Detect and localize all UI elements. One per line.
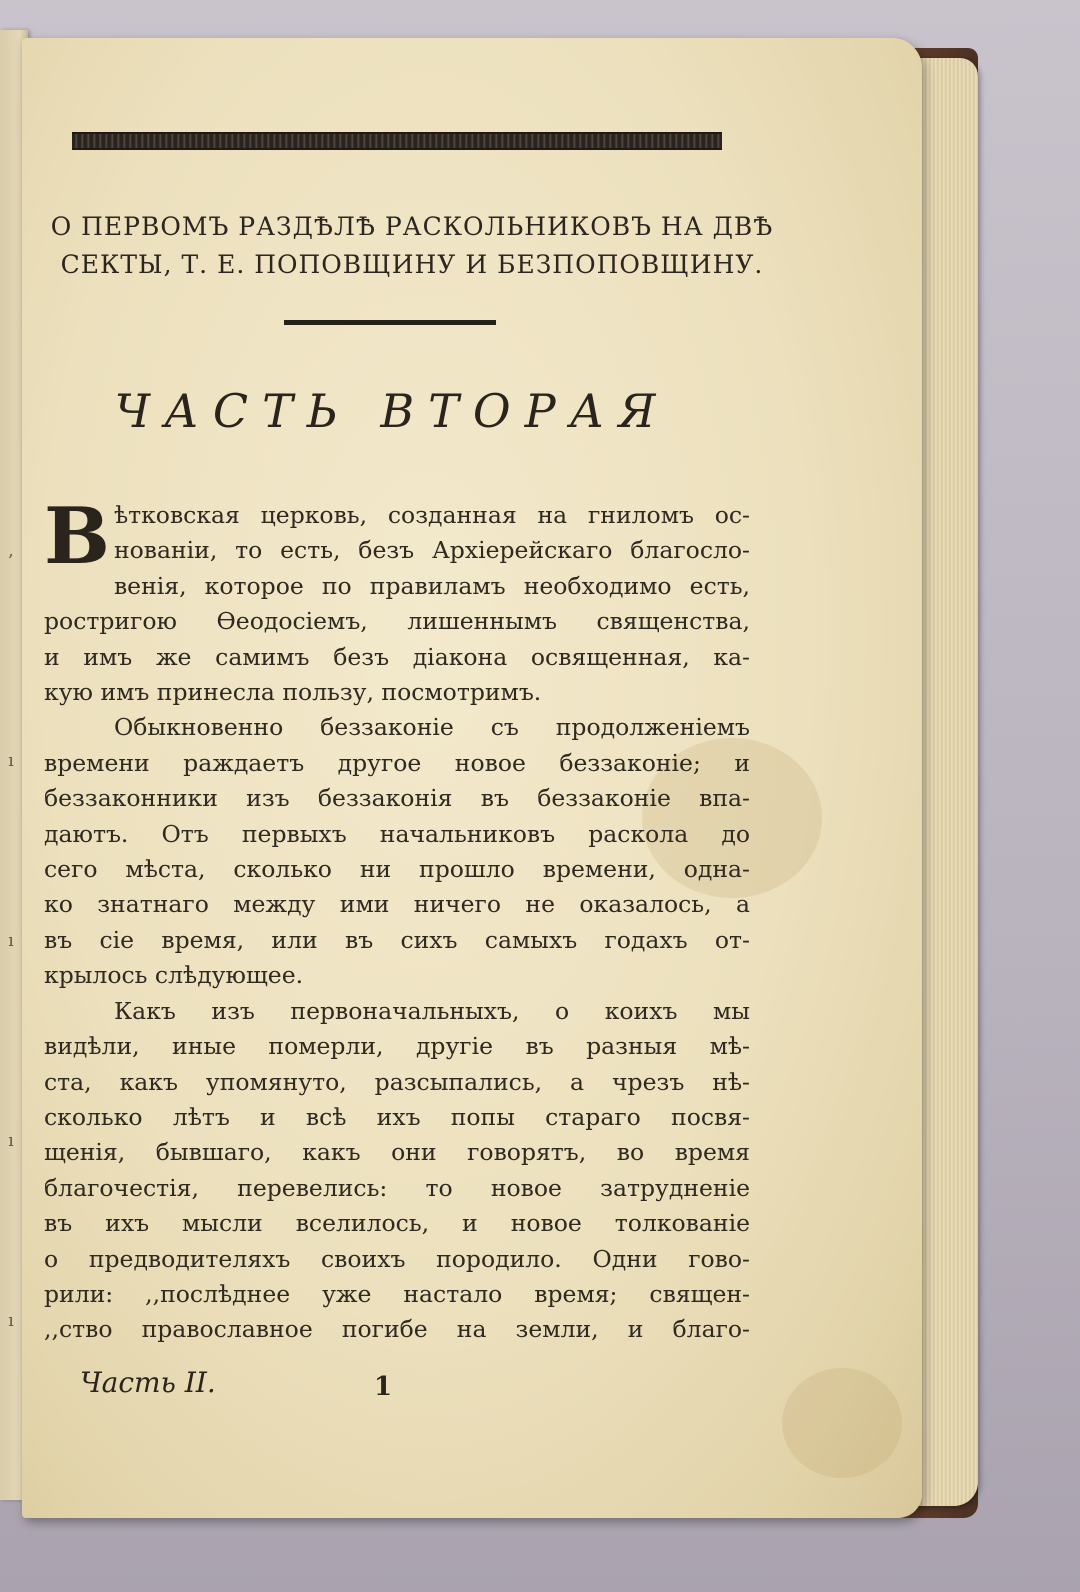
heading-line: СЕКТЫ, Т. Е. ПОПОВЩИНУ И БЕЗПОПОВЩИНУ. [60, 250, 764, 279]
book-page [22, 38, 922, 1518]
text-line: о предводителяхъ своихъ породило. Одни гово- [44, 1244, 750, 1273]
text-line: въ сіе время, или въ сихъ самыхъ годахъ от- [44, 925, 750, 954]
text-line: ста, какъ упомянуто, разсыпались, а чрезъ нѣ- [44, 1067, 750, 1096]
text-line: ѣтковская церковь, созданная на гниломъ ос- [113, 501, 750, 529]
gathering-number: 1 [374, 1372, 393, 1402]
heading-line: О ПЕРВОМЪ РАЗДѢЛѢ РАСКОЛЬНИКОВЪ НА ДВѢ [50, 212, 774, 241]
text-line: венія, которое по правиламъ необходимо есть, [113, 571, 750, 600]
paragraph [44, 710, 750, 993]
text-line: беззаконники изъ беззаконія въ беззаконіе впа- [44, 784, 750, 813]
text-line: кую имъ принесла пользу, посмотримъ. [44, 678, 542, 707]
paragraph [44, 994, 750, 1348]
part-title: ЧАСТЬ ВТОРАЯ [114, 384, 670, 438]
text-line: даютъ. Отъ первыхъ начальниковъ раскола до [44, 819, 750, 848]
text-line: Какъ изъ первоначальныхъ, о коихъ мы [114, 996, 750, 1025]
text-line: ростригою Ѳеодосіемъ, лишеннымъ священства, [44, 607, 750, 636]
text-line: ко знатнаго между ими ничего не оказалось, а [44, 890, 750, 919]
text-line: сего мѣста, сколько ни прошло времени, одна- [44, 855, 750, 884]
text-line: благочестія, перевелись: то новое затрудненіе [44, 1173, 750, 1202]
top-ornamental-rule [72, 132, 722, 150]
margin-mark: ı [8, 1130, 14, 1151]
text-line: нованіи, то есть, безъ Архіерейскаго благосло- [113, 536, 750, 565]
heading-rule [284, 320, 496, 325]
signature-mark: Часть II. [80, 1366, 216, 1399]
body-text [44, 491, 750, 1348]
text-line: ,,ство православное погибе на земли, и благо- [44, 1315, 750, 1344]
section-heading [42, 208, 782, 284]
margin-mark: , [8, 540, 14, 561]
margin-mark: ı [8, 750, 14, 771]
text-line: видѣли, иные померли, другіе въ разныя мѣ- [44, 1032, 750, 1061]
text-line: времени раждаетъ другое новое беззаконіе; и [44, 748, 750, 777]
text-line: крылось слѣдующее. [44, 961, 304, 990]
margin-mark: ı [8, 930, 14, 951]
drop-cap: В [44, 491, 110, 582]
paragraph [44, 491, 750, 710]
text-line: въ ихъ мысли вселилось, и новое толкованіе [44, 1209, 750, 1238]
text-line: Обыкновенно беззаконіе съ продолженіемъ [114, 713, 750, 742]
text-line: сколько лѣтъ и всѣ ихъ попы стараго посвя- [44, 1102, 750, 1131]
text-line: рили: ,,послѣднее уже настало время; священ- [44, 1279, 750, 1308]
paper-stain [782, 1368, 902, 1478]
text-line: и имъ же самимъ безъ діакона освященная, ка- [44, 642, 750, 671]
margin-mark: ı [8, 1310, 14, 1331]
text-line: щенія, бывшаго, какъ они говорятъ, во время [44, 1138, 750, 1167]
